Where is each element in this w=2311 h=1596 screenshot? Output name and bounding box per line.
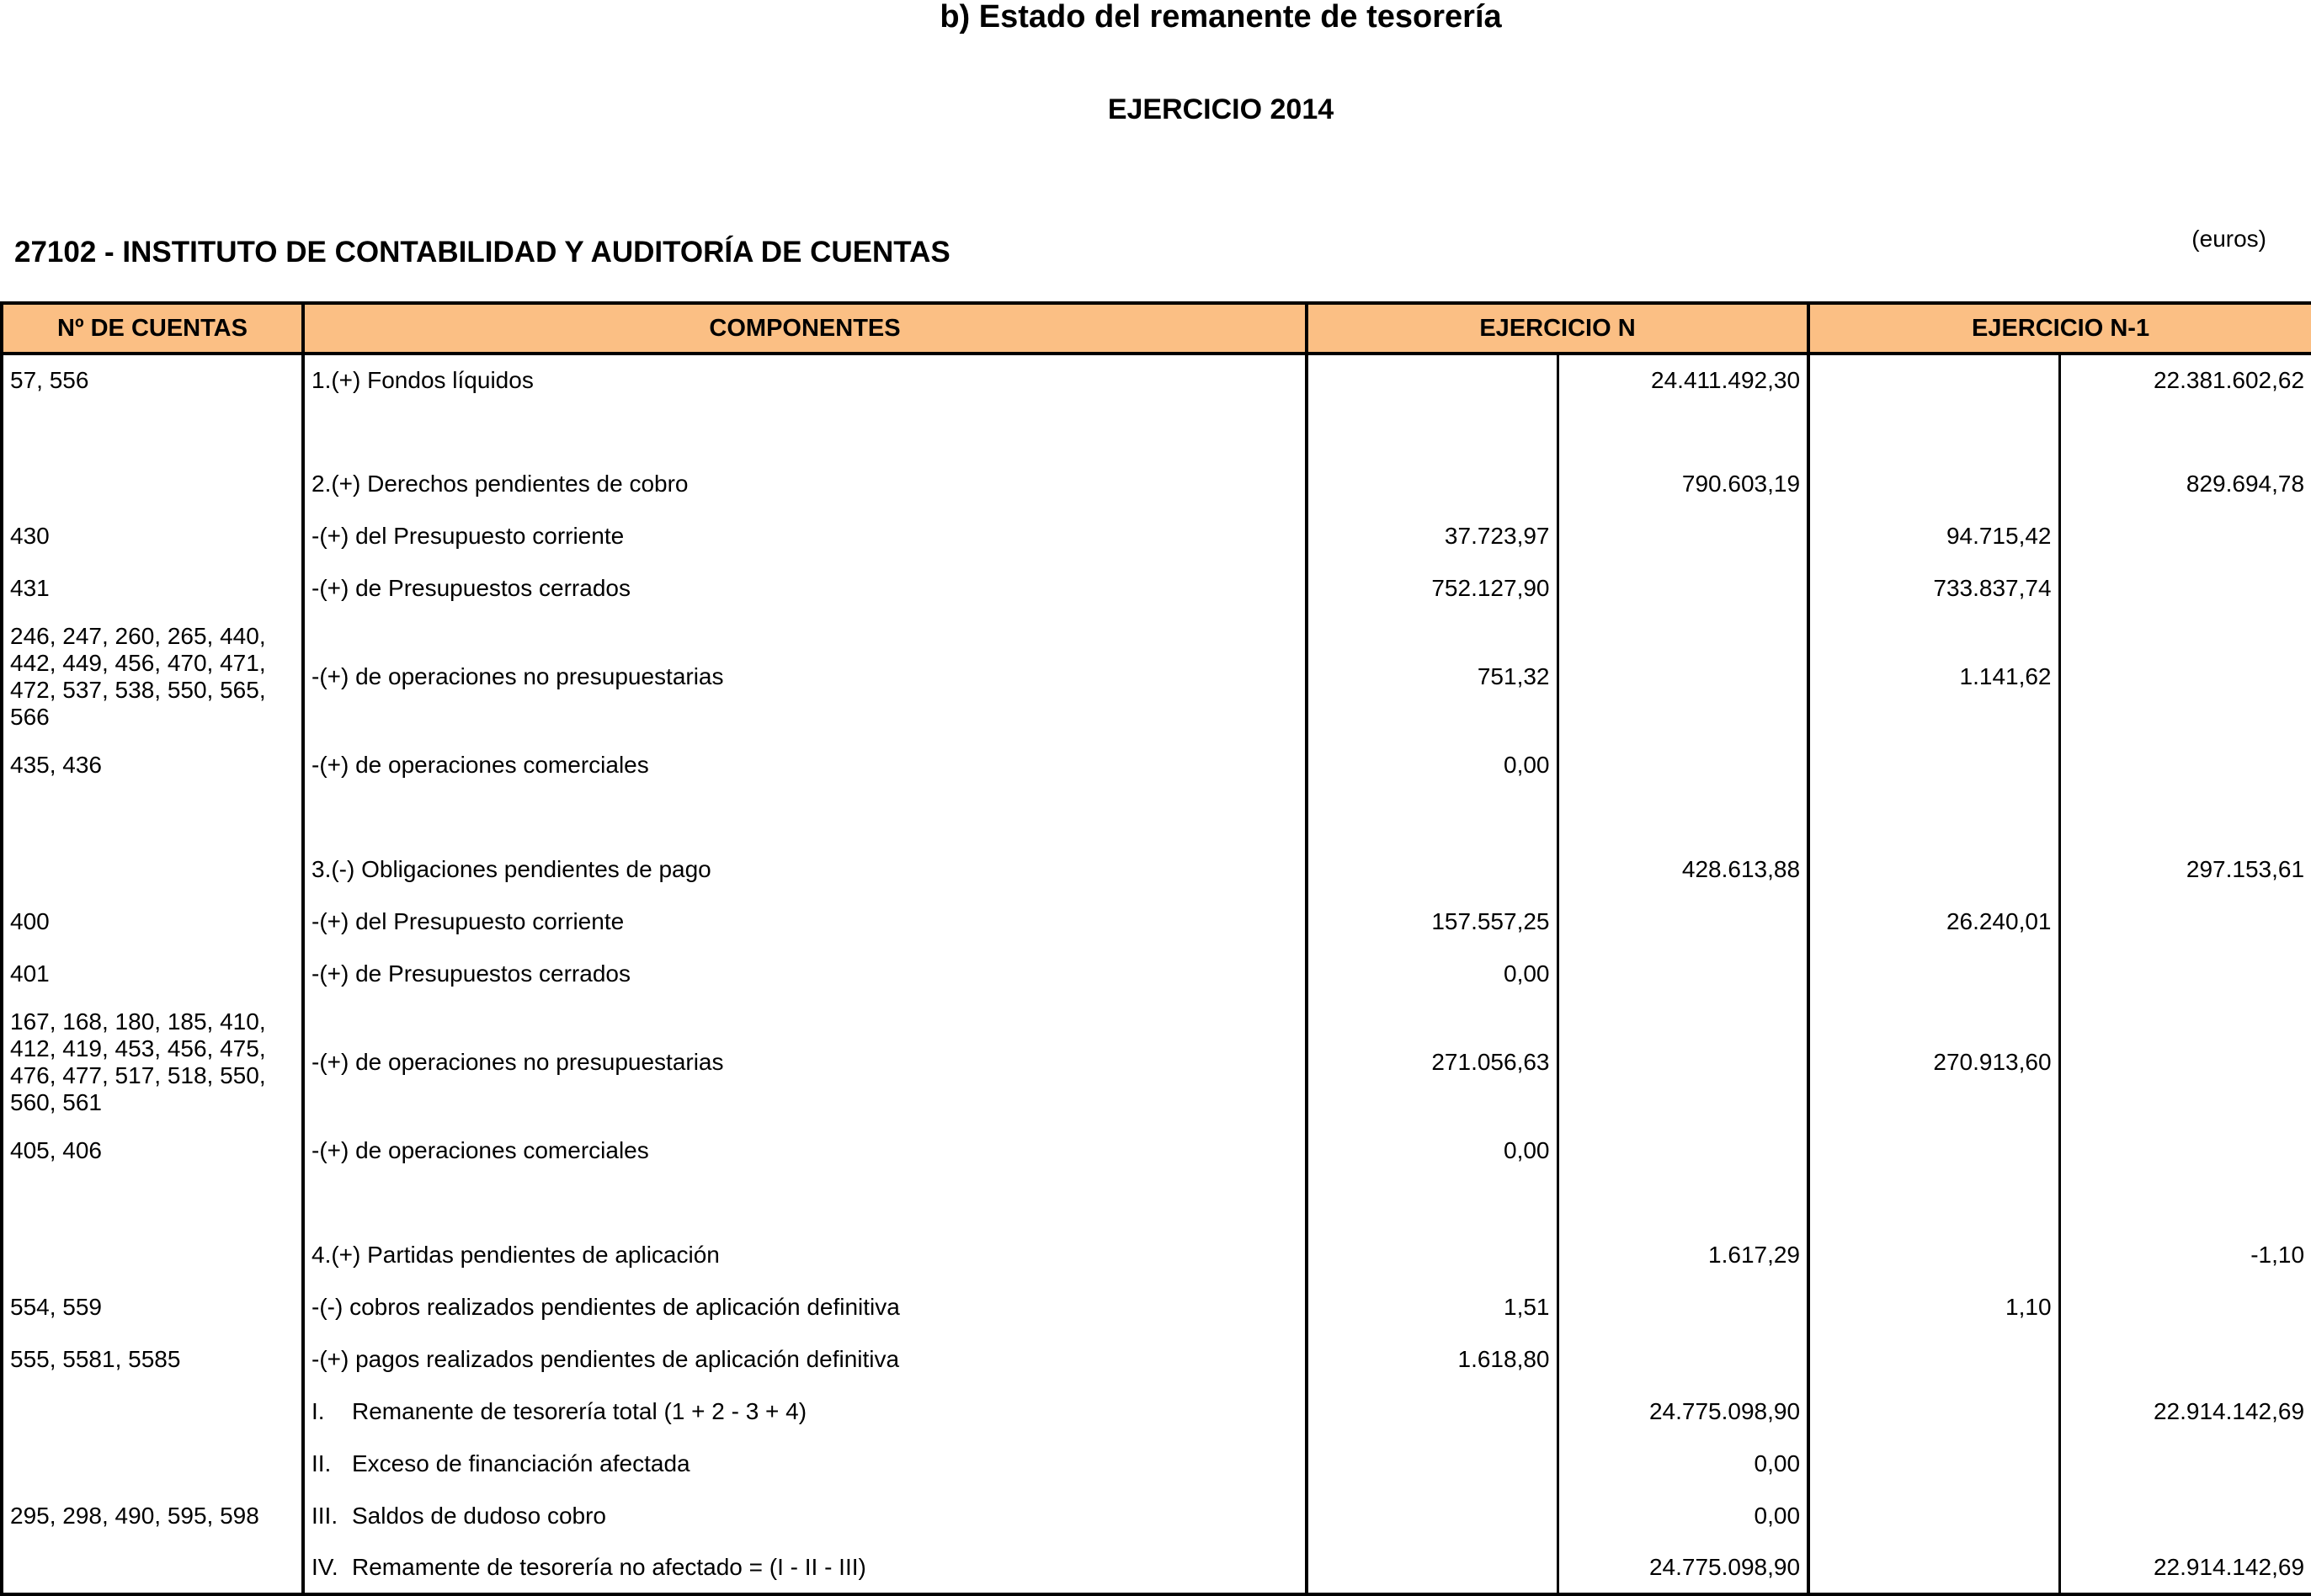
row-accounts: 57, 556 [2, 354, 303, 406]
row-year-n1-detail [1808, 791, 2059, 843]
table-row [2, 896, 2311, 948]
row-component: 3.(-) Obligaciones pendientes de pago [303, 843, 1307, 896]
entity-heading: 27102 - INSTITUTO DE CONTABILIDAD Y AUDITORÍA DE CUENTAS [14, 236, 950, 269]
column-header-components: COMPONENTES [303, 303, 1307, 354]
row-accounts [2, 843, 303, 896]
row-year-n-total [1558, 614, 1808, 739]
row-year-n-total: 790.603,19 [1558, 458, 1808, 510]
row-year-n-total [1558, 1177, 1808, 1229]
row-component: 1.(+) Fondos líquidos [303, 354, 1307, 406]
row-year-n1-detail [1808, 948, 2059, 1000]
row-component [303, 1438, 1307, 1490]
row-year-n-total [1558, 562, 1808, 614]
row-year-n1-detail: 270.913,60 [1808, 1000, 2059, 1125]
row-year-n-total [1558, 510, 1808, 562]
row-component: -(+) de Presupuestos cerrados [303, 562, 1307, 614]
row-year-n1-total [2059, 1281, 2311, 1333]
row-component: 2.(+) Derechos pendientes de cobro [303, 458, 1307, 510]
row-year-n-detail [1307, 1438, 1558, 1490]
row-component [303, 1386, 1307, 1438]
row-year-n1-detail [1808, 1542, 2059, 1594]
currency-note: (euros) [2191, 226, 2266, 252]
table-row [2, 1542, 2311, 1594]
row-year-n1-total [2059, 791, 2311, 843]
row-year-n1-total [2059, 1438, 2311, 1490]
row-year-n-total: 24.411.492,30 [1558, 354, 1808, 406]
row-year-n1-detail: 733.837,74 [1808, 562, 2059, 614]
table-row [2, 406, 2311, 458]
row-accounts: 431 [2, 562, 303, 614]
row-year-n1-detail [1808, 1490, 2059, 1542]
table-row [2, 843, 2311, 896]
row-year-n1-detail [1808, 1386, 2059, 1438]
treasury-remainder-table [0, 301, 2311, 1596]
row-year-n-total [1558, 739, 1808, 791]
column-header-accounts: Nº DE CUENTAS [2, 303, 303, 354]
row-year-n1-detail [1808, 1333, 2059, 1386]
row-year-n-detail: 157.557,25 [1307, 896, 1558, 948]
table-row [2, 354, 2311, 406]
row-accounts [2, 791, 303, 843]
row-accounts: 400 [2, 896, 303, 948]
table-row [2, 948, 2311, 1000]
row-component: -(+) pagos realizados pendientes de aplicación definitiva [303, 1333, 1307, 1386]
row-year-n1-detail [1808, 354, 2059, 406]
row-year-n1-total [2059, 614, 2311, 739]
table-row [2, 510, 2311, 562]
row-year-n-detail: 0,00 [1307, 948, 1558, 1000]
row-accounts [2, 458, 303, 510]
row-year-n-detail [1307, 458, 1558, 510]
row-year-n-total [1558, 406, 1808, 458]
row-year-n-detail: 37.723,97 [1307, 510, 1558, 562]
row-numeral: III. [312, 1503, 338, 1529]
row-year-n1-total [2059, 1177, 2311, 1229]
row-year-n1-detail [1808, 1438, 2059, 1490]
row-year-n1-detail [1808, 843, 2059, 896]
row-year-n1-total [2059, 510, 2311, 562]
row-year-n1-total [2059, 948, 2311, 1000]
row-accounts: 167, 168, 180, 185, 410, 412, 419, 453, 456, 475, 476, 477, 517, 518, 550, 560, 561 [2, 1000, 303, 1125]
row-year-n-detail: 271.056,63 [1307, 1000, 1558, 1125]
row-year-n1-total [2059, 562, 2311, 614]
row-year-n1-total [2059, 1490, 2311, 1542]
row-year-n-total: 24.775.098,90 [1558, 1386, 1808, 1438]
row-component-label: Exceso de financiación afectada [352, 1450, 690, 1476]
row-accounts [2, 1177, 303, 1229]
row-year-n-total: 1.617,29 [1558, 1229, 1808, 1281]
row-year-n1-detail: 26.240,01 [1808, 896, 2059, 948]
row-accounts [2, 406, 303, 458]
row-accounts: 405, 406 [2, 1125, 303, 1177]
row-component: -(+) de operaciones comerciales [303, 739, 1307, 791]
row-component [303, 791, 1307, 843]
row-year-n1-total [2059, 896, 2311, 948]
row-year-n-detail: 0,00 [1307, 1125, 1558, 1177]
row-accounts [2, 1542, 303, 1594]
row-year-n-detail: 752.127,90 [1307, 562, 1558, 614]
row-year-n1-total [2059, 406, 2311, 458]
row-component-label: Remamente de tesorería no afectado = (I - II - III) [352, 1554, 866, 1580]
row-component: -(+) de operaciones no presupuestarias [303, 1000, 1307, 1125]
table-row [2, 1281, 2311, 1333]
row-component [303, 1490, 1307, 1542]
row-year-n1-total: 829.694,78 [2186, 471, 2305, 497]
row-component: -(-) cobros realizados pendientes de aplicación definitiva [303, 1281, 1307, 1333]
row-component: -(+) de operaciones comerciales [303, 1125, 1307, 1177]
table-row [2, 1386, 2311, 1438]
row-year-n1-total: -1,10 [2250, 1242, 2305, 1268]
row-year-n-total [1558, 1125, 1808, 1177]
column-header-year-n: EJERCICIO N [1307, 303, 1808, 354]
column-header-year-n1: EJERCICIO N-1 [1808, 303, 2311, 354]
row-component: -(+) de operaciones no presupuestarias [303, 614, 1307, 739]
row-year-n-total: 428.613,88 [1558, 843, 1808, 896]
row-year-n-detail: 0,00 [1307, 739, 1558, 791]
row-year-n-detail [1307, 843, 1558, 896]
row-year-n-detail [1307, 1229, 1558, 1281]
row-year-n1-total: 22.914.142,69 [2153, 1398, 2305, 1424]
row-year-n1-detail [1808, 739, 2059, 791]
table-row [2, 614, 2311, 739]
row-accounts: 295, 298, 490, 595, 598 [2, 1490, 303, 1542]
row-component [303, 406, 1307, 458]
row-accounts [2, 1229, 303, 1281]
row-year-n-total [1558, 791, 1808, 843]
table-row [2, 1125, 2311, 1177]
row-year-n-total [1558, 948, 1808, 1000]
row-year-n-total: 0,00 [1558, 1438, 1808, 1490]
table-row [2, 1438, 2311, 1490]
row-year-n1-detail [1808, 458, 2059, 510]
row-year-n1-total [2059, 1125, 2311, 1177]
row-accounts [2, 1386, 303, 1438]
row-component [303, 1542, 1307, 1594]
row-year-n1-detail [1808, 1177, 2059, 1229]
row-year-n-detail [1307, 1177, 1558, 1229]
row-accounts: 430 [2, 510, 303, 562]
row-component: 4.(+) Partidas pendientes de aplicación [303, 1229, 1307, 1281]
row-year-n1-detail [1808, 1229, 2059, 1281]
row-year-n1-total [2059, 1000, 2311, 1125]
table-body [2, 354, 2311, 1594]
row-numeral: I. [312, 1398, 325, 1424]
row-year-n-detail: 1,51 [1307, 1281, 1558, 1333]
row-component [303, 1177, 1307, 1229]
row-component-label: Remanente de tesorería total (1 + 2 - 3 + 4) [352, 1398, 807, 1424]
row-accounts [2, 1438, 303, 1490]
document-title: b) Estado del remanente de tesorería [940, 0, 1502, 35]
table-row [2, 1229, 2311, 1281]
row-year-n-detail [1307, 1542, 1558, 1594]
row-numeral: II. [312, 1450, 332, 1476]
row-year-n1-total: 22.381.602,62 [2153, 367, 2305, 393]
row-accounts: 555, 5581, 5585 [2, 1333, 303, 1386]
row-component-label: Saldos de dudoso cobro [352, 1503, 606, 1529]
row-year-n-detail: 751,32 [1307, 614, 1558, 739]
row-year-n1-detail: 1.141,62 [1808, 614, 2059, 739]
row-year-n1-detail: 1,10 [1808, 1281, 2059, 1333]
row-year-n1-detail: 94.715,42 [1808, 510, 2059, 562]
row-accounts: 246, 247, 260, 265, 440, 442, 449, 456, 470, 471, 472, 537, 538, 550, 565, 566 [2, 614, 303, 739]
table-row [2, 1177, 2311, 1229]
row-accounts: 435, 436 [2, 739, 303, 791]
row-year-n-total: 0,00 [1558, 1490, 1808, 1542]
table-row [2, 562, 2311, 614]
row-year-n1-total: 297.153,61 [2186, 856, 2305, 882]
row-numeral: IV. [312, 1554, 338, 1580]
row-year-n1-total [2059, 739, 2311, 791]
table-row [2, 1000, 2311, 1125]
row-component: -(+) del Presupuesto corriente [303, 896, 1307, 948]
table-header-row [2, 303, 2311, 354]
row-year-n1-detail [1808, 406, 2059, 458]
row-year-n-total [1558, 1000, 1808, 1125]
row-year-n-detail [1307, 406, 1558, 458]
fiscal-year-heading: EJERCICIO 2014 [1107, 93, 1334, 125]
row-year-n1-detail [1808, 1125, 2059, 1177]
table-row [2, 739, 2311, 791]
table-row [2, 458, 2311, 510]
table-row [2, 1333, 2311, 1386]
row-accounts: 401 [2, 948, 303, 1000]
row-component: -(+) de Presupuestos cerrados [303, 948, 1307, 1000]
row-year-n1-total: 22.914.142,69 [2153, 1554, 2305, 1580]
row-year-n-detail [1307, 354, 1558, 406]
row-year-n-total [1558, 896, 1808, 948]
row-year-n1-total [2059, 1333, 2311, 1386]
row-component: -(+) del Presupuesto corriente [303, 510, 1307, 562]
row-accounts: 554, 559 [2, 1281, 303, 1333]
row-year-n-detail: 1.618,80 [1307, 1333, 1558, 1386]
row-year-n-detail [1307, 1386, 1558, 1438]
table-row [2, 791, 2311, 843]
row-year-n-detail [1307, 791, 1558, 843]
row-year-n-detail [1307, 1490, 1558, 1542]
table-row [2, 1490, 2311, 1542]
row-year-n-total [1558, 1281, 1808, 1333]
row-year-n-total: 24.775.098,90 [1558, 1542, 1808, 1594]
row-year-n-total [1558, 1333, 1808, 1386]
